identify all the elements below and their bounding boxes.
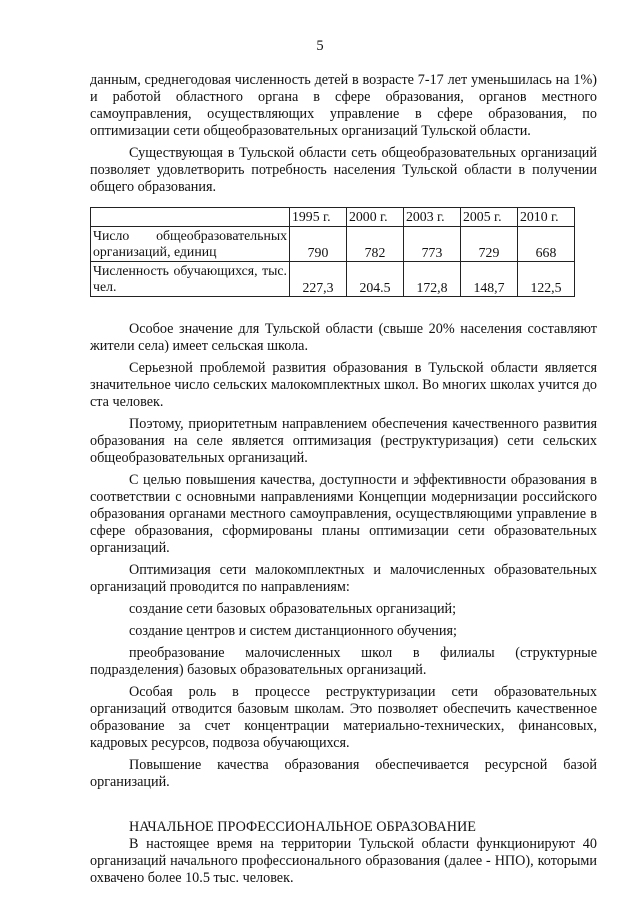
table-corner-cell (91, 208, 290, 227)
table-header-year: 2010 г. (518, 208, 575, 227)
statistics-table (90, 207, 575, 297)
table-cell: 148,7 (461, 262, 518, 297)
paragraph: Оптимизация сети малокомплектных и малочисленных образовательных организаций проводится по направлениям: (90, 562, 597, 595)
table-row (91, 262, 575, 297)
page-number: 5 (316, 38, 324, 54)
paragraph: В настоящее время на территории Тульской области функционируют 40 организаций начального профессионального образования (далее - НПО), которыми охвачено более 10.5 тыс. человек. (90, 836, 597, 886)
table-row (91, 227, 575, 262)
row-label: Число общеобразовательных организаций, единиц (91, 227, 290, 262)
table-cell: 172,8 (404, 262, 461, 297)
table-cell: 668 (518, 227, 575, 262)
list-item: преобразование малочисленных школ в филиалы (структурные подразделения) базовых образовательных организаций. (90, 645, 597, 678)
paragraph: С целью повышения качества, доступности и эффективности образования в соответствии с основными направлениями Концепции модернизации российского образования органами местного самоуправления, осуществляющими управление в сфере образования, сформированы планы оптимизации сети образовательных организаций. (90, 472, 597, 556)
paragraph: данным, среднегодовая численность детей в возрасте 7-17 лет уменьшилась на 1%) и работой областного органа в сфере образования, органов местного самоуправления, осуществляющих управление в сфере образования, по оптимизации сети общеобразовательных организаций Тульской области. (90, 72, 597, 139)
paragraph: Особая роль в процессе реструктуризации сети образовательных организаций отводится базовым школам. Это позволяет обеспечить качественное образование за счет концентрации материально-технических, финансовых, кадровых ресурсов, подвоза обучающихся. (90, 684, 597, 751)
table-header-year: 1995 г. (290, 208, 347, 227)
row-label: Численность обучающихся, тыс. чел. (91, 262, 290, 297)
document-body (90, 72, 597, 887)
table-cell: 790 (290, 227, 347, 262)
table-header-year: 2003 г. (404, 208, 461, 227)
table-header-year: 2005 г. (461, 208, 518, 227)
list-item: создание сети базовых образовательных организаций; (129, 601, 457, 617)
table-cell: 122,5 (518, 262, 575, 297)
table-header-year: 2000 г. (347, 208, 404, 227)
list-item: создание центров и систем дистанционного обучения; (129, 623, 457, 639)
paragraph: Особое значение для Тульской области (свыше 20% населения составляют жители села) имеет сельская школа. (90, 321, 597, 354)
paragraph: Существующая в Тульской области сеть общеобразовательных организаций позволяет удовлетворить потребность населения Тульской области в получении общего образования. (90, 145, 597, 195)
table-cell: 729 (461, 227, 518, 262)
table-cell: 773 (404, 227, 461, 262)
section-heading: НАЧАЛЬНОЕ ПРОФЕССИОНАЛЬНОЕ ОБРАЗОВАНИЕ (129, 819, 476, 835)
paragraph: Повышение качества образования обеспечивается ресурсной базой организаций. (90, 757, 597, 790)
table-cell: 204.5 (347, 262, 404, 297)
table-header-row (91, 208, 575, 227)
table-cell: 782 (347, 227, 404, 262)
paragraph: Поэтому, приоритетным направлением обеспечения качественного развития образования на селе является оптимизация (реструктуризация) сети сельских общеобразовательных организаций. (90, 416, 597, 466)
paragraph: Серьезной проблемой развития образования в Тульской области является значительное число сельских малокомплектных школ. Во многих школах учится до ста человек. (90, 360, 597, 410)
table-cell: 227,3 (290, 262, 347, 297)
